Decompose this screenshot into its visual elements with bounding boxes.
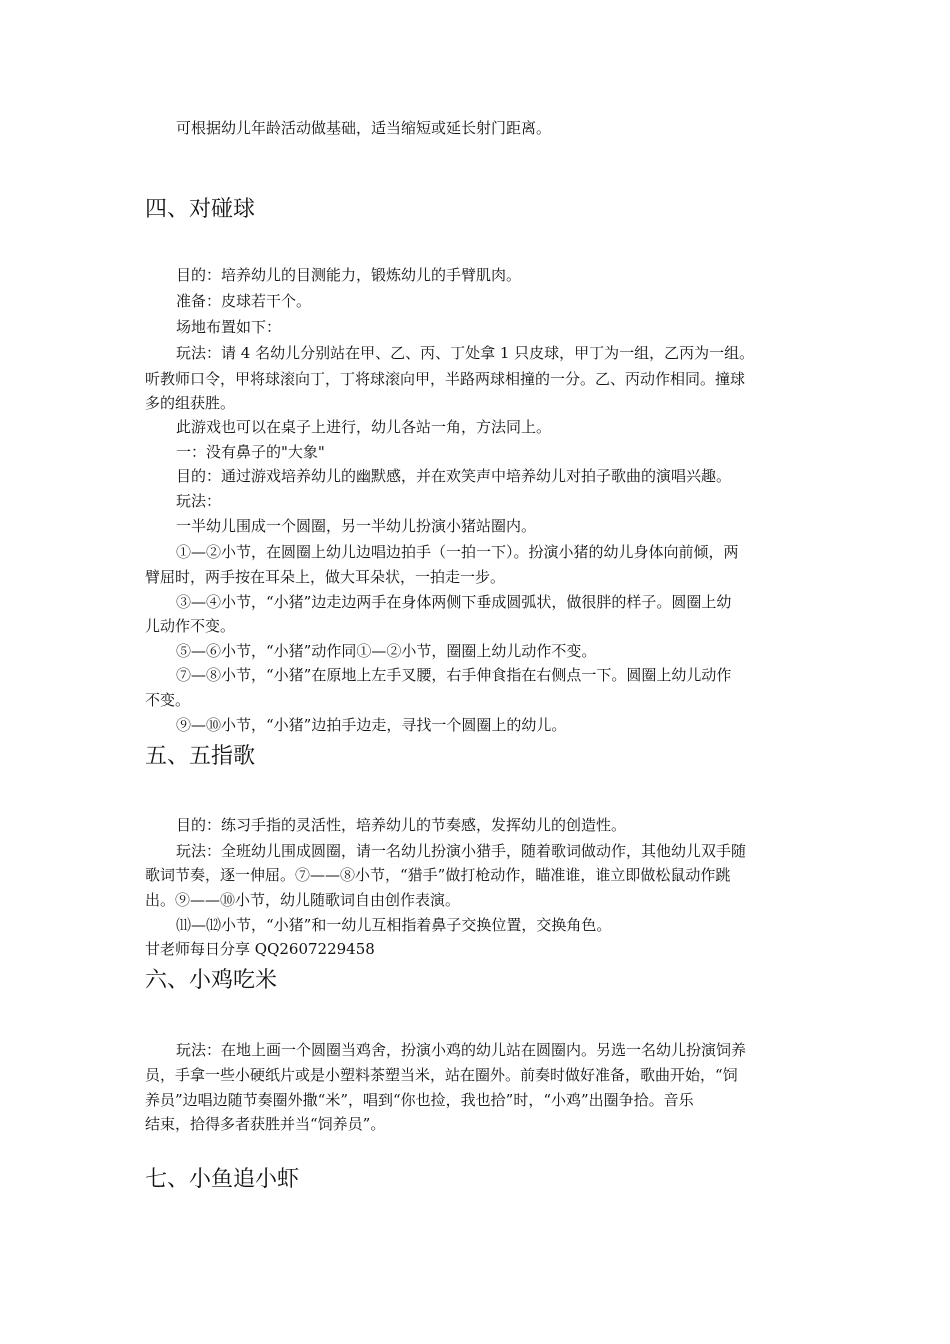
section-4-line: 多的组获胜。 bbox=[145, 394, 236, 412]
section-4-line: 臂屈时，两手按在耳朵上，做大耳朵状，一拍走一步。 bbox=[145, 568, 506, 586]
section-4-line: 儿动作不变。 bbox=[145, 617, 236, 635]
section-4-line: ⑦—⑧小节，“小猪”在原地上左手叉腰，右手伸食指在右侧点一下。圆圈上幼儿动作 bbox=[176, 666, 732, 684]
section-5-line: 出。⑨——⑩小节，幼儿随歌词自由创作表演。 bbox=[145, 891, 461, 909]
section-5-line: ⑾—⑿小节，“小猪”和一幼儿互相指着鼻子交换位置，交换角色。 bbox=[176, 916, 612, 934]
share-note: 甘老师每日分享 QQ2607229458 bbox=[145, 940, 375, 958]
section-4-line: 玩法： bbox=[176, 492, 222, 510]
section-4-line: ⑨—⑩小节，“小猪”边拍手边走，寻找一个圆圈上的幼儿。 bbox=[176, 716, 567, 734]
section-4-line: 目的：通过游戏培养幼儿的幽默感，并在欢笑声中培养幼儿对拍子歌曲的演唱兴趣。 bbox=[176, 467, 732, 485]
section-4-line: 此游戏也可以在桌子上进行，幼儿各站一角，方法同上。 bbox=[176, 418, 552, 436]
section-6-line: 员，手拿一些小硬纸片或是小塑料茶塑当米，站在圈外。前奏时做好准备，歌曲开始，“饲 bbox=[145, 1066, 738, 1084]
section-5-line: 玩法：全班幼儿围成圆圈，请一名幼儿扮演小猎手，随着歌词做动作，其他幼儿双手随 bbox=[176, 842, 747, 860]
section-4-line: 不变。 bbox=[145, 691, 191, 709]
section-6-line: 结束，拾得多者获胜并当“饲养员”。 bbox=[145, 1115, 386, 1133]
section-4-line: 场地布置如下： bbox=[176, 318, 282, 336]
section-6-heading: 六、小鸡吃米 bbox=[145, 968, 278, 993]
section-7-heading: 七、小鱼追小虾 bbox=[145, 1167, 300, 1192]
section-4-heading: 四、对碰球 bbox=[145, 197, 256, 222]
section-6-line: 养员”边唱边随节奏圈外撒“米”，唱到“你也捡，我也拾”时，“小鸡”出圈争拾。音乐 bbox=[145, 1091, 694, 1109]
section-4-line: ①—②小节，在圆圈上幼儿边唱边拍手（一拍一下）。扮演小猪的幼儿身体向前倾，两 bbox=[176, 543, 739, 561]
section-4-line: 玩法：请 4 名幼儿分别站在甲、乙、丙、丁处拿 1 只皮球，甲丁为一组，乙丙为一组。 bbox=[176, 344, 755, 362]
section-4-line: ③—④小节，“小猪”边走边两手在身体两侧下垂成圆弧状，做很胖的样子。圆圈上幼 bbox=[176, 593, 732, 611]
section-6-line: 玩法：在地上画一个圆圈当鸡舍，扮演小鸡的幼儿站在圆圈内。另选一名幼儿扮演饲养 bbox=[176, 1041, 747, 1059]
section-4-line: 目的：培养幼儿的目测能力，锻炼幼儿的手臂肌肉。 bbox=[176, 266, 522, 284]
section-4-line: ⑤—⑥小节，“小猪”动作同①—②小节，圈圈上幼儿动作不变。 bbox=[176, 642, 597, 660]
section-4-line: 听教师口令，甲将球滚向丁，丁将球滚向甲，半路两球相撞的一分。乙、丙动作相同。撞球 bbox=[145, 370, 746, 388]
section-4-line: 一半幼儿围成一个圆圈，另一半幼儿扮演小猪站圈内。 bbox=[176, 517, 537, 535]
section-5-line: 歌词节奏，逐一伸屈。⑦——⑧小节，“猎手”做打枪动作，瞄准谁，谁立即做松鼠动作跳 bbox=[145, 866, 731, 884]
intro-paragraph: 可根据幼儿年龄活动做基础，适当缩短或延长射门距离。 bbox=[176, 119, 552, 137]
section-4-line: 准备：皮球若干个。 bbox=[176, 292, 312, 310]
section-5-line: 目的：练习手指的灵活性，培养幼儿的节奏感，发挥幼儿的创造性。 bbox=[176, 816, 627, 834]
section-5-heading: 五、五指歌 bbox=[145, 744, 256, 769]
section-4-line: 一：没有鼻子的"大象" bbox=[176, 443, 325, 461]
